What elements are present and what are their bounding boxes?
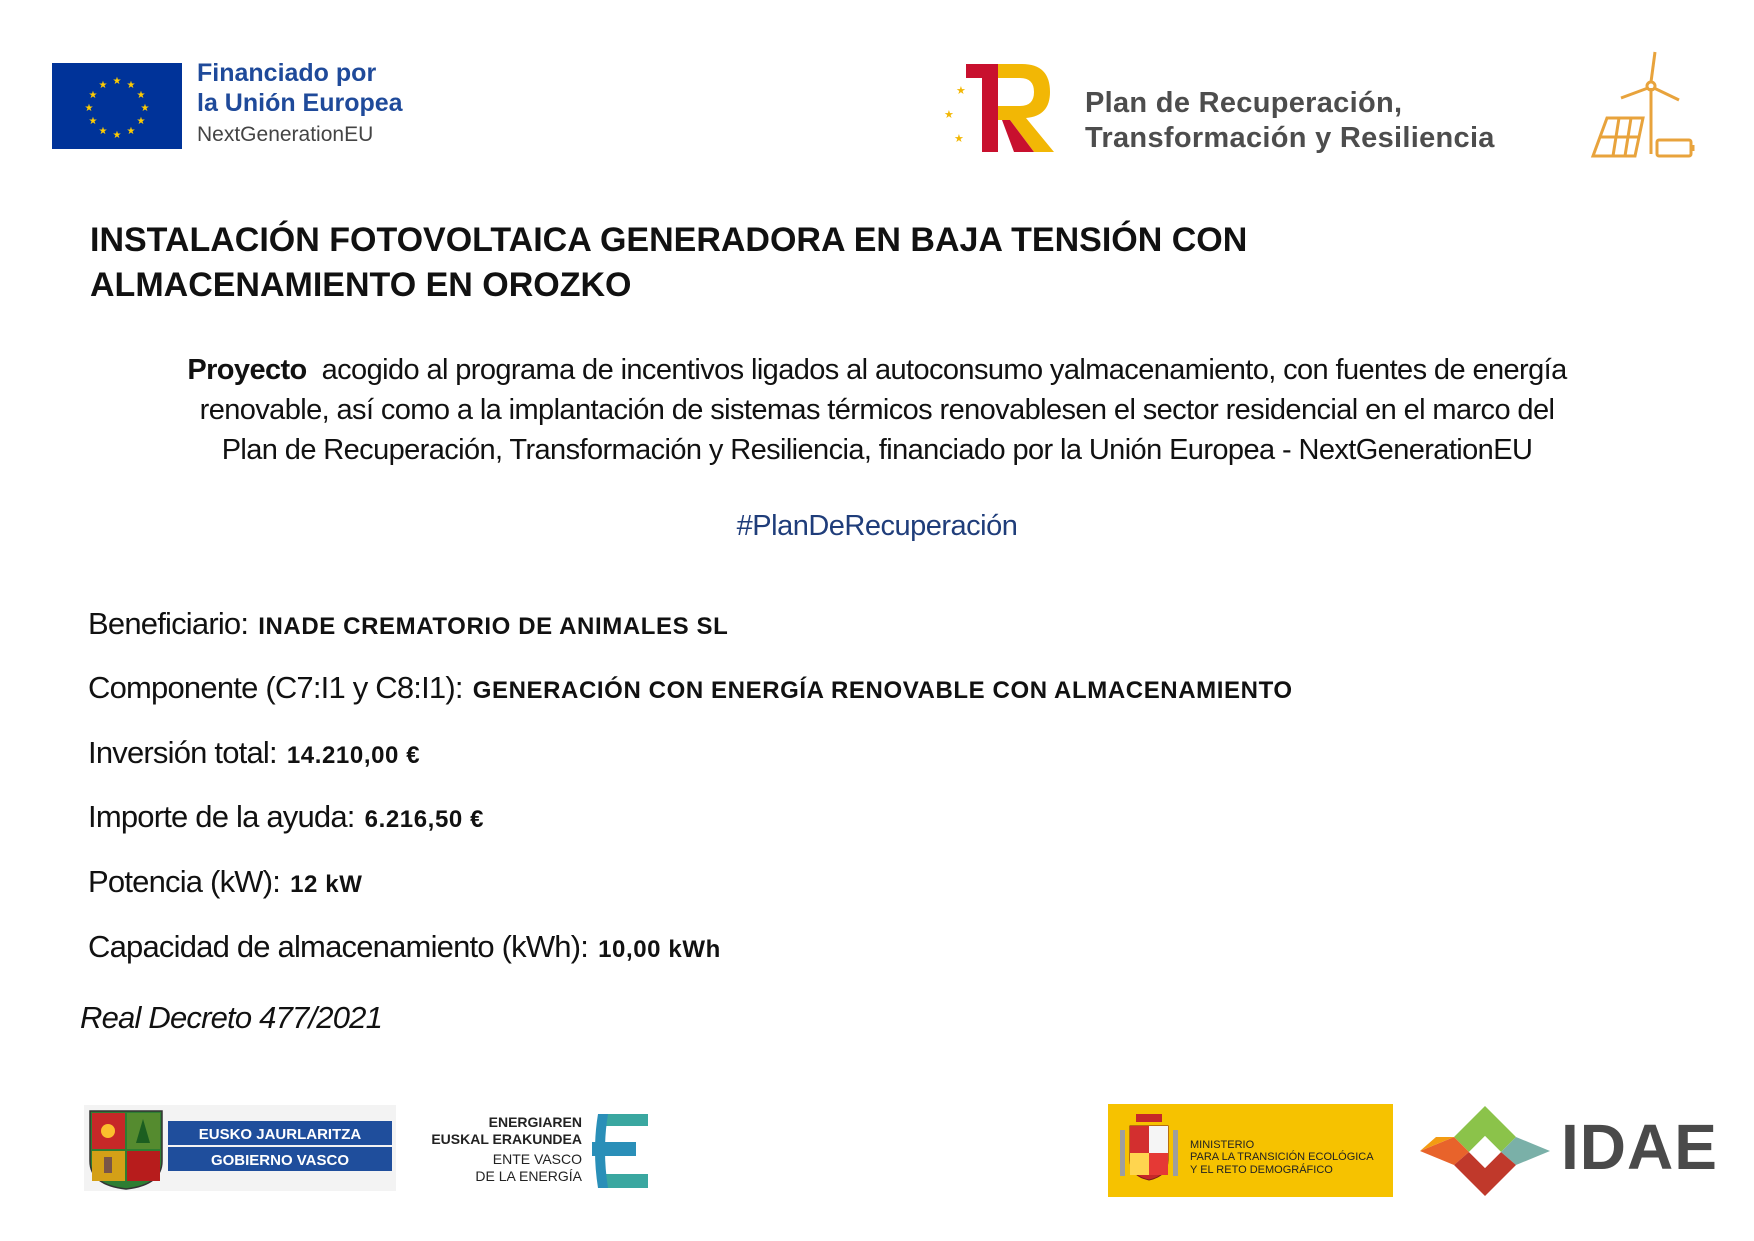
ministerio-label (1190, 1139, 1374, 1176)
detail-label: Potencia (kW): (88, 864, 281, 899)
detail-value: INADE CREMATORIO DE ANIMALES SL (258, 613, 729, 640)
detail-value: 10,00 kWh (598, 936, 721, 963)
prtr-line1: Plan de Recuperación, (1085, 87, 1403, 119)
ministerio-line2: PARA LA TRANSICIÓN ECOLÓGICA (1190, 1151, 1374, 1164)
svg-text:★: ★ (944, 108, 954, 121)
svg-text:★: ★ (98, 126, 108, 137)
eu-flag-icon (52, 63, 182, 149)
title-line2: ALMACENAMIENTO EN OROZKO (90, 265, 632, 304)
detail-beneficiario (88, 606, 728, 642)
description-line1 (80, 350, 1674, 390)
idae-wordmark: IDAE (1561, 1111, 1718, 1183)
detail-value: 12 kW (290, 871, 363, 898)
description-line1-rest: acogido al programa de incentivos ligados al autoconsumo yalmacenamiento, con fuentes de energía (321, 354, 1567, 386)
svg-text:★: ★ (98, 80, 108, 91)
eu-funding-line1: Financiado por (197, 59, 377, 87)
svg-text:★: ★ (956, 84, 966, 97)
decree-reference: Real Decreto 477/2021 (80, 1000, 383, 1035)
ministerio-line1: MINISTERIO (1190, 1139, 1255, 1151)
svg-text:★: ★ (84, 103, 94, 114)
eu-funding-label (197, 58, 403, 147)
detail-label: Beneficiario: (88, 606, 249, 641)
detail-value: 14.210,00 € (286, 742, 421, 769)
eve-line1: ENERGIAREN (488, 1114, 582, 1130)
detail-potencia (88, 864, 362, 900)
gv-line2: GOBIERNO VASCO (210, 1152, 350, 1169)
svg-text:★: ★ (126, 80, 136, 91)
eve-label (398, 1114, 582, 1184)
project-description (80, 350, 1674, 470)
renewable-energy-icon (1585, 48, 1697, 160)
detail-value: GENERACIÓN CON ENERGÍA RENOVABLE CON ALMACENAMIENTO (472, 677, 1293, 704)
svg-text:★: ★ (136, 116, 146, 127)
svg-text:★: ★ (88, 116, 98, 127)
svg-text:★: ★ (112, 130, 122, 141)
svg-text:★: ★ (126, 126, 136, 137)
prtr-logo-icon (940, 60, 1058, 156)
detail-capacidad-almacenamiento (88, 929, 721, 965)
detail-label: Componente (C7:I1 y C8:I1): (88, 670, 463, 705)
page-title (90, 218, 1670, 308)
hashtag: #PlanDeRecuperación (736, 510, 1018, 542)
detail-label: Capacidad de almacenamiento (kWh): (88, 929, 589, 964)
description-lead: Proyecto (187, 354, 307, 386)
spain-coat-of-arms-icon (1108, 1104, 1188, 1197)
description-line2: renovable, así como a la implantación de sistemas térmicos renovablesen el sector residencial en el marco del (199, 394, 1555, 426)
svg-text:★: ★ (954, 132, 964, 145)
idae-logo-icon (1418, 1104, 1552, 1198)
detail-componente (88, 670, 1293, 706)
description-line3: Plan de Recuperación, Transformación y Resiliencia, financiado por la Unión Europea - NextGenerationEU (221, 434, 1533, 466)
detail-inversion-total (88, 735, 420, 771)
detail-label: Importe de la ayuda: (88, 799, 355, 834)
svg-text:★: ★ (88, 90, 98, 101)
eu-funding-line3: NextGenerationEU (197, 123, 374, 146)
ministerio-line3: Y EL RETO DEMOGRÁFICO (1190, 1163, 1333, 1176)
eu-funding-line2: la Unión Europea (197, 89, 403, 117)
prtr-line2: Transformación y Resiliencia (1085, 122, 1495, 155)
detail-importe-ayuda (88, 799, 484, 835)
svg-text:★: ★ (140, 103, 150, 114)
title-line1: INSTALACIÓN FOTOVOLTAICA GENERADORA EN BAJA TENSIÓN CON (90, 221, 1248, 259)
prtr-label (1085, 86, 1495, 157)
eve-line3: ENTE VASCO (492, 1151, 582, 1168)
eve-line4: DE LA ENERGÍA (475, 1167, 582, 1184)
detail-value: 6.216,50 € (364, 806, 485, 833)
svg-text:★: ★ (112, 76, 122, 87)
gobierno-vasco-shield-icon (90, 1111, 162, 1189)
gv-line1: EUSKO JAURLARITZA (198, 1126, 362, 1143)
eve-logo-icon (592, 1110, 652, 1194)
svg-text:★: ★ (136, 90, 146, 101)
detail-label: Inversión total: (88, 735, 277, 770)
eve-line2: EUSKAL ERAKUNDEA (431, 1130, 582, 1147)
gobierno-vasco-logo (84, 1105, 396, 1191)
